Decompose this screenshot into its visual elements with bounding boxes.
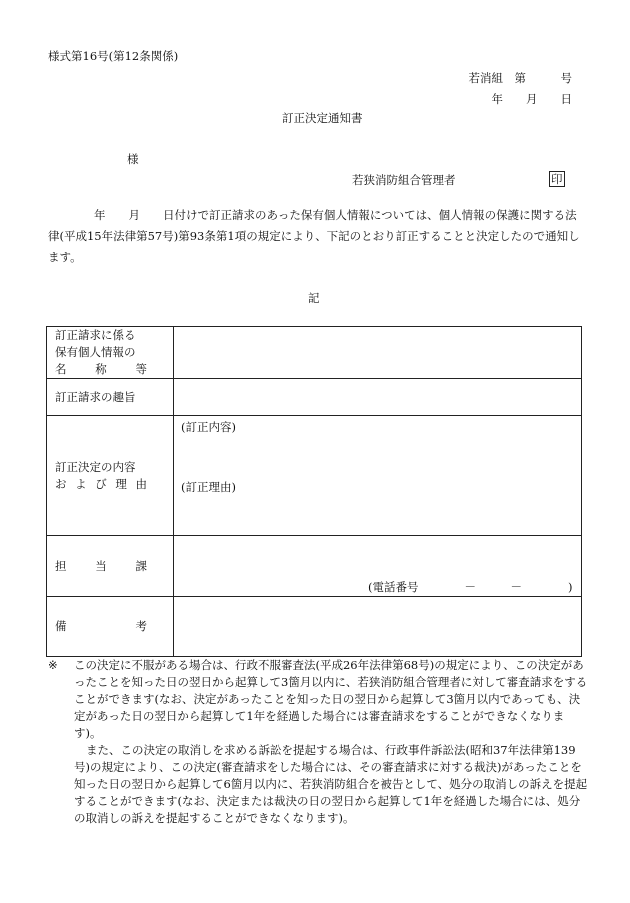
issue-date: 年 月 日: [491, 92, 572, 106]
row-label-decision: [47, 416, 174, 536]
label-line: 訂正決定の内容: [55, 459, 136, 474]
note-2: また、この決定の取消しを求める訴訟を提起する場合は、行政事件訴訟法(昭和37年法律第139号)の規定により、この決定(審査請求をした場合には、その審査請求に対する裁決)があったことを知った日の翌日から起算して6箇月以内に、若狭消防組合を被告として、処分の取消しの訴えを提起することができます(なお、決定または裁決の日の翌日から起算して1年を経過した場合には、処分の取消しの訴えを提起することができなくなります)。: [74, 743, 588, 825]
label-char: 備: [55, 619, 67, 633]
label-char: 担: [55, 558, 67, 573]
value-request-purpose[interactable]: [174, 379, 582, 416]
value-department[interactable]: [174, 536, 582, 597]
label-line-spread: [55, 361, 147, 378]
label-char: 考: [135, 619, 147, 633]
table-row: [47, 597, 582, 657]
correction-reason-label: (訂正理由): [181, 480, 236, 494]
decision-table: [46, 326, 582, 657]
seal-box: 印: [551, 172, 563, 186]
value-decision[interactable]: [174, 416, 582, 536]
label-char: び: [95, 476, 107, 491]
document-number: 若消組 第 号: [468, 71, 572, 85]
form-number: 様式第16号(第12条関係): [48, 49, 179, 63]
label-char: 等: [135, 362, 147, 376]
row-label-remarks: [47, 597, 174, 657]
correction-content-label: (訂正内容): [181, 420, 236, 434]
note-mark: ※: [48, 658, 58, 672]
table-row: [47, 536, 582, 597]
label-char: 理: [115, 476, 127, 491]
label-char: 名: [55, 362, 67, 376]
label-line-spread: [55, 558, 147, 575]
label-line-spread: [55, 618, 147, 635]
label-line: 訂正請求に係る: [55, 328, 136, 342]
value-info-name[interactable]: [174, 327, 582, 379]
label-char: 当: [95, 558, 107, 573]
row-label-request-purpose: [47, 379, 174, 416]
label-char: 課: [135, 558, 147, 573]
label-char: 称: [95, 362, 107, 376]
body-text: 年 月 日付けで訂正請求のあった保有個人情報については、個人情報の保護に関する法律(平成15年法律第57号)第93条第1項の規定により、下記のとおり訂正することと決定したので通知します。: [48, 208, 580, 264]
issuer-name: 若狭消防組合管理者: [352, 173, 456, 187]
ki-heading: 記: [308, 291, 320, 305]
label-line: 保有個人情報の: [55, 345, 136, 359]
label-line: 訂正請求の趣旨: [55, 389, 136, 404]
label-char: お: [55, 476, 67, 491]
row-label-info-name: [47, 327, 174, 379]
note-1: [48, 657, 588, 742]
addressee-suffix: 様: [127, 152, 139, 166]
label-char: よ: [75, 476, 87, 491]
row-label-department: [47, 536, 174, 597]
label-line-spread: [55, 476, 147, 493]
phone-number-label: (電話番号 － － ): [368, 580, 573, 594]
table-row: [47, 416, 582, 536]
document-title: 訂正決定通知書: [282, 111, 363, 125]
table-row: [47, 379, 582, 416]
notes: [48, 657, 588, 827]
note-1-text: この決定に不服がある場合は、行政不服審査法(平成26年法律第68号)の規定により、この決定があったことを知った日の翌日から起算して3箇月以内に、若狭消防組合管理者に対して審査請求をすることができます(なお、決定があったことを知った日の翌日から起算して3箇月以内であっても、決定があった日の翌日から起算して1年を経過した場合には審査請求をすることができなくなります)。: [74, 658, 588, 740]
label-char: 由: [135, 476, 147, 491]
value-remarks[interactable]: [174, 597, 582, 657]
table-row: [47, 327, 582, 379]
